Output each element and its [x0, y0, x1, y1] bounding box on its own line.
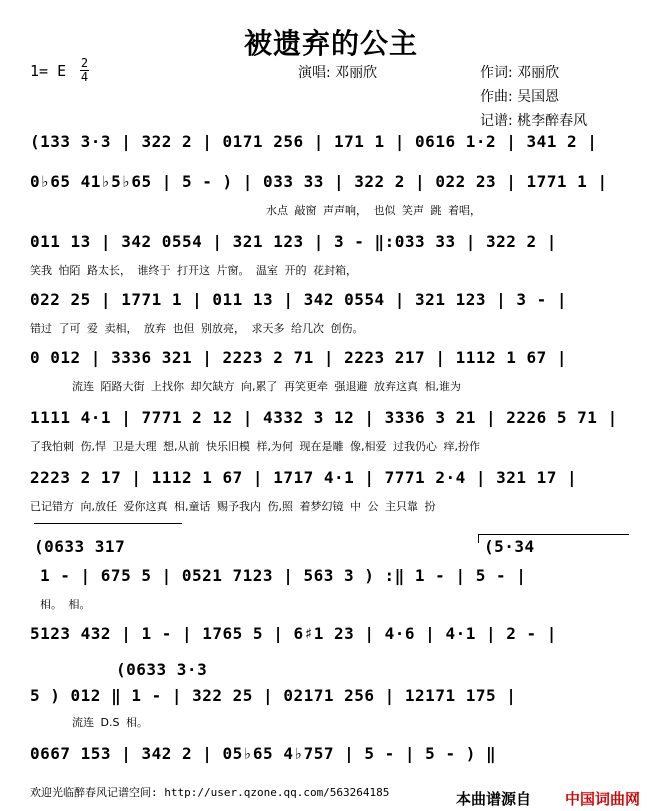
lyrics-line: 水点 敲窗 声声响， 也似 笑声 跳 着唱，	[266, 204, 481, 217]
song-title: 被遗弃的公主	[243, 27, 418, 60]
meter-bottom: 4	[80, 70, 89, 84]
notation-line: 5123 432 | 1 - | 1765 5 | 6♯1 23 | 4·6 | 4·1 | 2 - |	[30, 624, 557, 643]
notation-line: (133 3·3 | 322 2 | 0171 256 | 171 1 | 0616 1·2 | 341 2 |	[30, 132, 598, 151]
notation-line: 5 ) 012 ‖ 1 - | 322 25 | 02171 256 | 12171 175 |	[30, 686, 517, 705]
singer-credit: 演唱: 邓丽欣	[298, 65, 378, 81]
slur-line	[34, 523, 182, 524]
notation-line: 0667 153 | 342 2 | 05♭65 4♭757 | 5 - | 5 - ) ‖	[30, 744, 497, 763]
lyrics-line: 流连 D.S 相。	[72, 716, 148, 729]
notation-line: 0 012 | 3336 321 | 2223 2 71 | 2223 217 | 1112 1 67 |	[30, 348, 568, 367]
meter-top: 2	[80, 56, 89, 70]
lyrics-line: 流连 陌路大街 上找你 却欠缺方 向,累了 再笑更牵 强退避 放弃这真 相,谁为	[72, 380, 461, 393]
notation-line: 022 25 | 1771 1 | 011 13 | 342 0554 | 321 123 | 3 - |	[30, 290, 568, 309]
notation-line: 1 - | 675 5 | 0521 7123 | 563 3 ) :‖ 1 - | 5 - |	[40, 566, 527, 585]
footer-link-text: 欢迎光临醉春风记谱空间: http://user.qzone.qq.com/563264185	[30, 786, 390, 799]
source-label: 本曲谱源自	[456, 790, 532, 808]
lyrics-line: 错过 了可 爱 卖相， 放弃 也但 别放亮， 求天多 给几次 创伤。	[30, 322, 364, 335]
notation-line: 1111 4·1 | 7771 2 12 | 4332 3 12 | 3336 3 21 | 2226 5 71 |	[30, 408, 618, 427]
prefix-notation-1: (0633 317	[34, 537, 126, 556]
key-signature: 1= E	[30, 62, 67, 80]
lyrics-line: 相。 相。	[40, 598, 91, 611]
lyrics-line: 了我怕刺 伤,悍 卫是大理 想,从前 快乐旧模 样,为何 现在是雕 像,相爱 过我仍心 痒,扮作	[30, 440, 480, 453]
lyrics-line: 笑我 怕陌 路太长， 谁终于 打开这 片窗。 温室 开的 花封箱，	[30, 264, 357, 277]
notation-line: 0♭65 41♭5♭65 | 5 - ) | 033 33 | 322 2 | 022 23 | 1771 1 |	[30, 172, 608, 191]
prefix-notation-3: (0633 3·3	[116, 660, 208, 679]
lyrics-line: 已记错方 向,放任 爱你这真 相,童话 赐予我内 伤,照 着梦幻镜 中 公 主只靠 扮	[30, 500, 436, 513]
notation-line: 2223 2 17 | 1112 1 67 | 1717 4·1 | 7771 2·4 | 321 17 |	[30, 468, 578, 487]
time-signature	[80, 58, 89, 83]
lyricist-credit: 作词: 邓丽欣	[480, 65, 560, 81]
brand-name: 中国词曲网	[565, 790, 641, 808]
transcriber-credit: 记谱: 桃李醉春风	[480, 113, 588, 129]
prefix-notation-2: (5·34	[484, 537, 535, 556]
notation-line: 011 13 | 342 0554 | 321 123 | 3 - ‖:033 33 | 322 2 |	[30, 232, 557, 251]
composer-credit: 作曲: 吴国恩	[480, 89, 560, 105]
